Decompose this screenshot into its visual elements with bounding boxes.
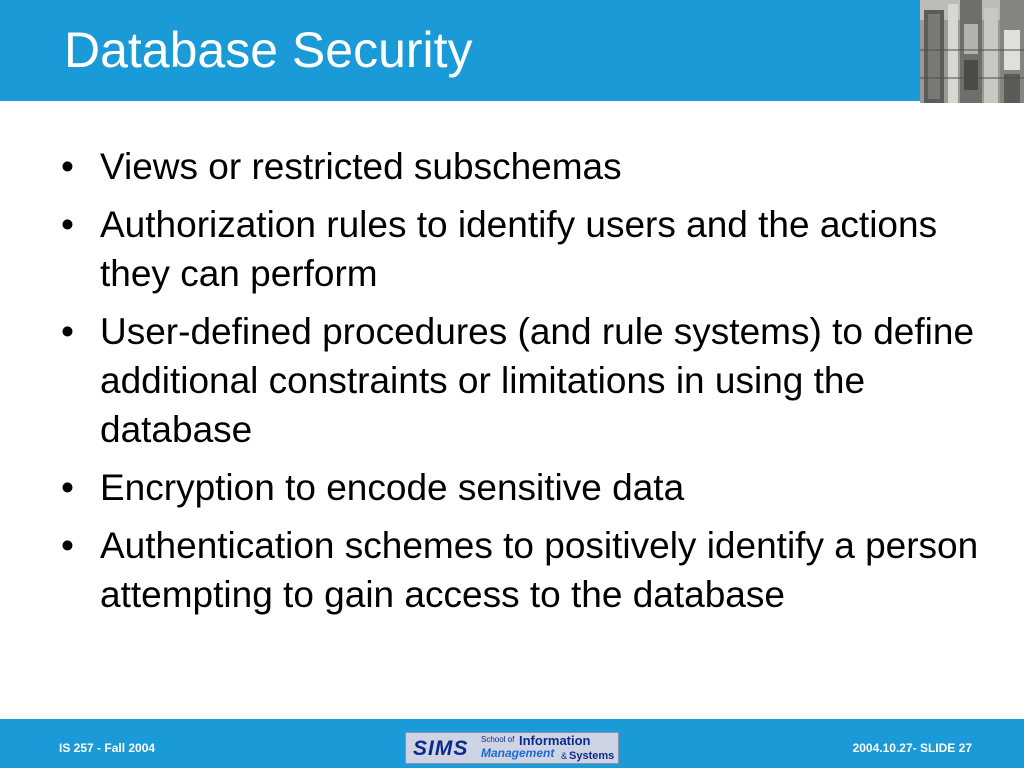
bullet-item: • Encryption to encode sensitive data — [0, 463, 1000, 512]
slide-number-label: 2004.10.27- SLIDE 27 — [852, 741, 972, 755]
logo-sims-text: SIMS — [413, 737, 469, 760]
logo-school-of-text: School of — [481, 735, 515, 744]
logo-ampersand-text: & — [561, 751, 568, 761]
bullet-item: • Views or restricted subschemas — [0, 142, 1000, 191]
header-bar — [0, 0, 1024, 101]
course-label: IS 257 - Fall 2004 — [59, 741, 156, 755]
footer-bar — [0, 719, 1024, 768]
building-photo — [920, 0, 1024, 103]
slide-title: Database Security — [64, 22, 473, 78]
building-photo-graphic — [920, 0, 1024, 103]
logo-information-text: Information — [519, 733, 591, 748]
logo-management-text: Management — [481, 746, 555, 760]
sims-logo — [405, 732, 619, 764]
bullet-list — [0, 142, 1000, 628]
bullet-item: • User-defined procedures (and rule systems) to define additional constraints or limitations in using the database — [0, 307, 1000, 454]
logo-systems-text: Systems — [569, 750, 615, 762]
bullet-item: • Authentication schemes to positively identify a person attempting to gain access to the database — [0, 521, 1000, 619]
bullet-item: • Authorization rules to identify users and the actions they can perform — [0, 200, 1000, 298]
